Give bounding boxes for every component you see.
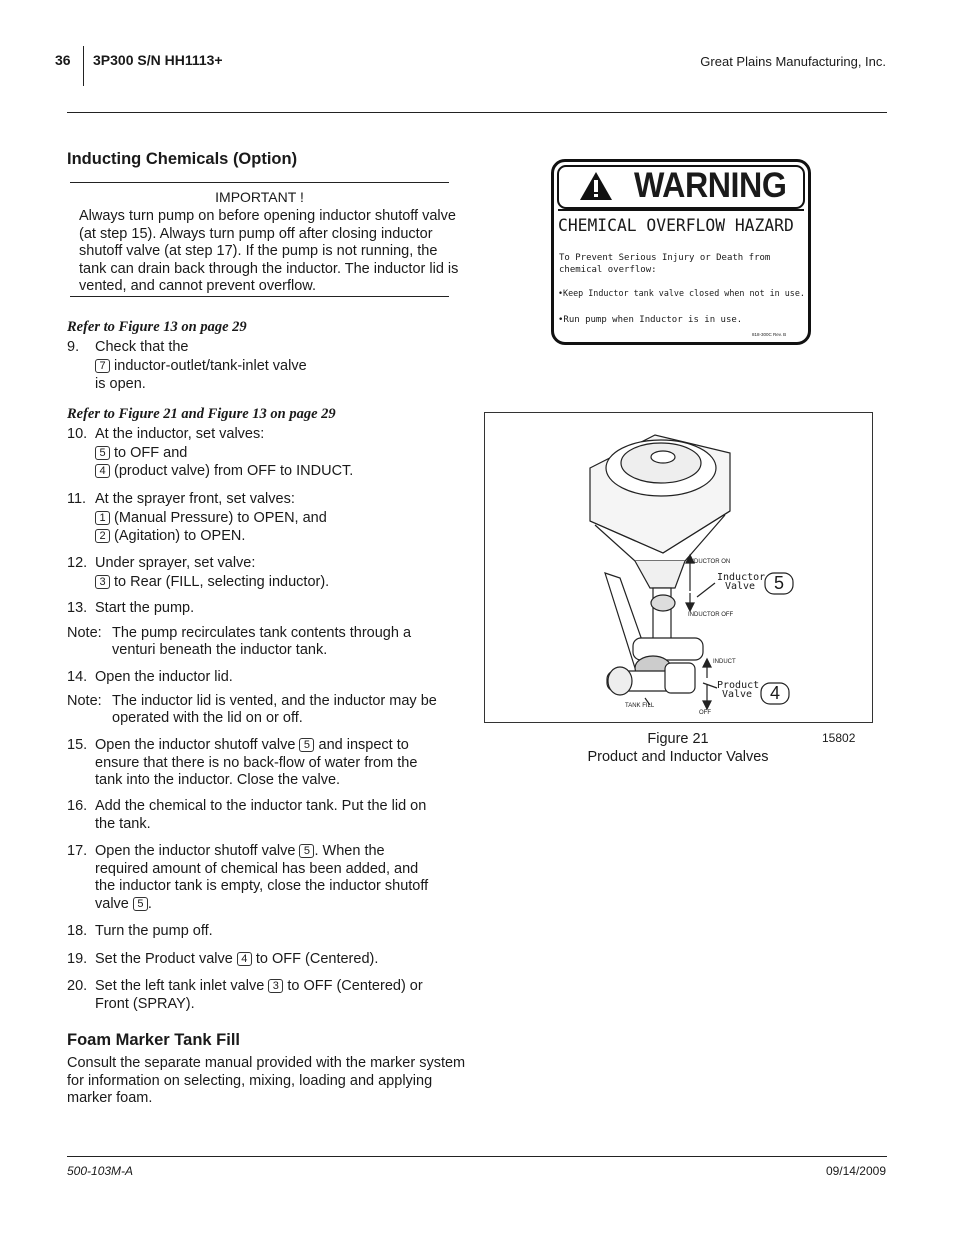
step-number: 12. <box>67 555 88 571</box>
figure-caption <box>560 731 796 766</box>
model-title: 3P300 S/N HH1113+ <box>93 52 223 68</box>
important-rule <box>70 182 449 183</box>
figure-title: Product and Inductor Valves <box>587 748 769 765</box>
step-text: At the inductor, set valves: <box>95 426 265 442</box>
callout-4: 4 <box>769 683 780 703</box>
step-text: Add the chemical to the inductor tank. Put the lid on <box>95 798 427 814</box>
step-text: Set the Product valve <box>95 951 233 967</box>
warning-decal <box>551 159 811 345</box>
step-text: to OFF (Centered) or <box>287 978 423 994</box>
footer-rule <box>67 1156 887 1157</box>
callout-box: 7 <box>95 359 110 373</box>
step-number: 16. <box>67 798 88 814</box>
label-inductor-valve: Inductor Valve <box>717 572 766 592</box>
page-number: 36 <box>55 52 71 68</box>
step-text: Front (SPRAY). <box>95 995 195 1012</box>
step-text: (Agitation) to OPEN. <box>114 528 246 544</box>
step-text: to OFF and <box>114 444 188 461</box>
step-text: . When the <box>314 843 385 859</box>
label-induct: INDUCT <box>713 659 736 665</box>
callout-box: 1 <box>95 511 110 525</box>
warning-bullet1: •Keep Inductor tank valve closed when not in use. <box>558 289 805 299</box>
step-text: . <box>147 895 152 912</box>
figure-number: Figure 21 <box>647 731 709 747</box>
callout-box: 5 <box>299 844 314 858</box>
warning-line1: To Prevent Serious Injury or Death from chemical overflow: <box>559 253 771 275</box>
step-number: 9. <box>67 339 80 355</box>
step-text: Check that the <box>95 339 189 355</box>
step-9 <box>67 338 462 394</box>
step-11 <box>67 490 462 546</box>
label-product-valve: Product Valve <box>717 680 760 700</box>
step-text: At the sprayer front, set valves: <box>95 491 295 507</box>
step-text: Under sprayer, set valve: <box>95 555 256 571</box>
figure-21 <box>484 412 873 723</box>
warning-heading: WARNING <box>634 166 787 205</box>
step-text: inductor-outlet/tank-inlet valve <box>114 357 307 374</box>
step-18 <box>67 922 462 941</box>
step-text: Turn the pump off. <box>95 923 213 939</box>
step-number: 17. <box>67 843 88 859</box>
step-text: and inspect to <box>318 737 409 753</box>
step-number: 11. <box>67 491 87 507</box>
step-text: valve <box>95 895 129 912</box>
step-number: 13. <box>67 600 88 616</box>
doc-number: 500-103M-A <box>67 1164 134 1178</box>
step-14 <box>67 668 462 687</box>
callout-box: 5 <box>95 446 110 460</box>
section-title-foam-marker: Foam Marker Tank Fill <box>67 1031 240 1049</box>
step-text: Open the inductor shutoff valve <box>95 843 296 859</box>
header-divider <box>83 46 84 86</box>
important-text: Always turn pump on before opening inductor shutoff valve (at step 15). Always turn pump off after closing inductor shutoff valve (at step 17). If the pump is not running, the tank can drain back through the inductor. The inductor lid is vented, and cannot prevent overflow. <box>79 208 459 294</box>
label-off: OFF <box>699 710 711 716</box>
step-number: 19. <box>67 951 88 967</box>
step-13 <box>67 599 462 618</box>
callout-box: 4 <box>237 952 252 966</box>
step-text: the inductor tank is empty, close the inductor shutoff <box>95 878 429 894</box>
step-19 <box>67 950 462 969</box>
note-label: Note: <box>67 625 102 641</box>
label-tank-fill: TANK FILL <box>625 703 655 709</box>
callout-box: 5 <box>133 897 148 911</box>
important-title: IMPORTANT ! <box>215 189 304 205</box>
step-text: Start the pump. <box>95 600 195 616</box>
label-inductor-on: INDUCTOR ON <box>688 559 731 565</box>
step-text: tank into the inductor. Close the valve. <box>95 772 341 788</box>
note-text-continued: operated with the lid on or off. <box>112 710 303 726</box>
warning-part-number: 818-300C Rev. B <box>752 332 787 337</box>
callout-box: 2 <box>95 529 110 543</box>
step-text: is open. <box>95 376 146 392</box>
step-15 <box>67 737 462 790</box>
reference-figure-13: Refer to Figure 13 on page 29 <box>67 319 247 335</box>
step-12 <box>67 554 462 591</box>
warning-bullet2: •Run pump when Inductor is in use. <box>558 315 743 325</box>
header-rule <box>67 112 887 113</box>
note-text-continued: venturi beneath the inductor tank. <box>112 642 328 658</box>
step-number: 18. <box>67 923 88 939</box>
step-number: 15. <box>67 737 88 753</box>
note-label: Note: <box>67 693 102 709</box>
note-text: The pump recirculates tank contents through a <box>112 625 412 641</box>
callout-5: 5 <box>773 573 784 593</box>
callout-box: 5 <box>299 738 314 752</box>
callout-box: 4 <box>95 464 110 478</box>
step-text: required amount of chemical has been added, and <box>95 860 419 877</box>
step-number: 14. <box>67 669 88 685</box>
company-name: Great Plains Manufacturing, Inc. <box>700 54 886 69</box>
step-text: the tank. <box>95 815 151 832</box>
step-10 <box>67 425 462 481</box>
foam-marker-text: Consult the separate manual provided with the marker system for information on selecting, mixing, loading and applying marker foam. <box>67 1055 466 1106</box>
step-text: ensure that there is no back-flow of water from the <box>95 754 418 771</box>
step-text: Set the left tank inlet valve <box>95 978 265 994</box>
step-number: 20. <box>67 978 88 994</box>
label-inductor-off: INDUCTOR OFF <box>688 612 734 618</box>
step-number: 10. <box>67 426 88 442</box>
section-title-inducting: Inducting Chemicals (Option) <box>67 150 298 168</box>
step-16 <box>67 798 462 833</box>
note-lid <box>67 693 462 711</box>
note-text: The inductor lid is vented, and the inductor may be <box>112 693 437 709</box>
callout-box: 3 <box>268 979 283 993</box>
step-text: Open the inductor lid. <box>95 669 233 685</box>
image-number: 15802 <box>822 731 856 745</box>
step-text: to Rear (FILL, selecting inductor). <box>114 573 330 590</box>
step-text: to OFF (Centered). <box>255 951 379 967</box>
step-text: (Manual Pressure) to OPEN, and <box>114 509 327 526</box>
step-17 <box>67 843 462 913</box>
step-20 <box>67 978 462 1013</box>
reference-figure-21: Refer to Figure 21 and Figure 13 on page 29 <box>67 406 336 422</box>
step-text: Open the inductor shutoff valve <box>95 737 296 753</box>
inductor-illustration <box>485 413 872 722</box>
step-text: (product valve) from OFF to INDUCT. <box>114 463 354 479</box>
important-bottom-rule <box>70 296 449 297</box>
warning-hazard: CHEMICAL OVERFLOW HAZARD <box>558 216 794 236</box>
doc-date: 09/14/2009 <box>825 1164 886 1178</box>
callout-box: 3 <box>95 575 110 589</box>
